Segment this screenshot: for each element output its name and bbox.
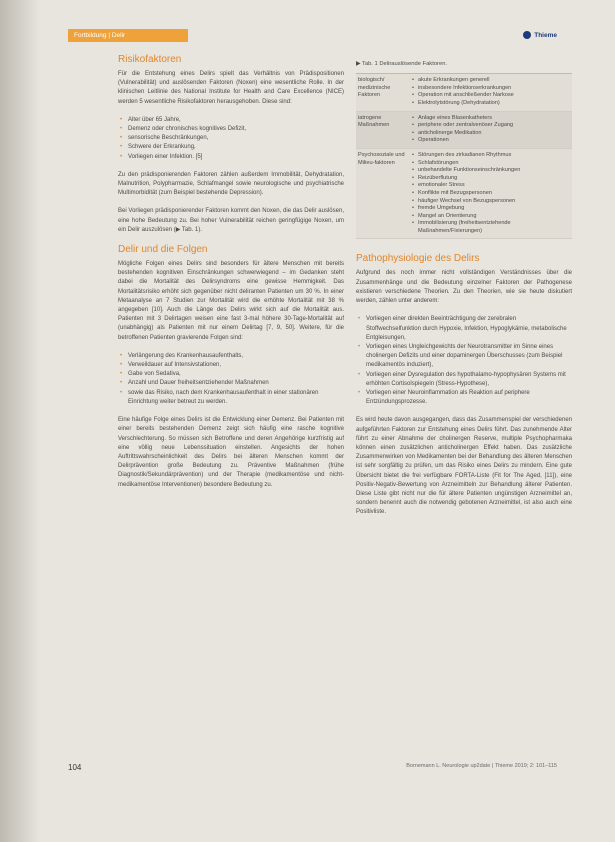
heading-delir-consequences: Delir und die Folgen bbox=[118, 244, 208, 256]
paragraph: Zu den prädisponierenden Faktoren zählen außerdem Immobilität, Dehydratation, Malnutrition, Polypharmazie, Schlafmangel sowie neurologische und psychiatrische Multimorbidität (zum Beispiel bestehende Depression). bbox=[118, 171, 344, 197]
list-item: • emotionaler Stress bbox=[418, 182, 572, 190]
logo-mark-icon bbox=[523, 31, 531, 39]
list-item: • Störungen des zirkadianen Rhythmus bbox=[418, 152, 572, 160]
table-row bbox=[356, 112, 572, 149]
table-cell bbox=[410, 77, 572, 107]
page-binding-shadow bbox=[0, 0, 40, 842]
list-item: • häufiger Wechsel von Bezugspersonen bbox=[418, 198, 572, 206]
table-row-header: biologisch/ medizinische Faktoren bbox=[358, 77, 391, 99]
list-item: • insbesondere Infektionserkrankungen bbox=[418, 85, 572, 93]
table-cell bbox=[410, 152, 572, 236]
list-item: • anticholinerge Medikation bbox=[418, 130, 572, 138]
list-item: • Vorliegen einer Neuroinflammation als Reaktion auf periphere Entzündungsprozesse. bbox=[366, 389, 572, 407]
list-item: • Schwere der Erkrankung, bbox=[128, 143, 344, 152]
table-row bbox=[356, 149, 572, 240]
list-item: • Operation mit anschließender Narkose bbox=[418, 92, 572, 100]
list-item: • sowie das Risiko, nach dem Krankenhausaufenthalt in einer stationären Einrichtung weiter betreut zu werden. bbox=[128, 389, 344, 407]
section-header-bar bbox=[68, 29, 188, 42]
paragraph: Es wird heute davon ausgegangen, dass das Zusammenspiel der verschiedenen aufgeführten Faktoren zur Entstehung eines Delirs führt. Das zunehmende Alter führt zu einer Abnahme der cholinergen Reserve, multiple Psychopharmaka können einen zusätzlichen anticholinergen Effekt haben. Das zusätzliche Zusammenwirken von Medikamenten bei der Behandlung des älteren Menschen ist sehr sorgfältig zu prüfen, um das Risiko eines Delirs zu mindern. Eine gute Übersicht bietet die frei verfügbare FORTA-Liste (Fit for The Aged, [11]), eine Positiv-Negativ-Bewertung von Arzneimitteln zur Behandlung älterer Patienten. Diese Liste gibt nicht nur die für ältere Patienten ungünstigen Arzneimittel an, sondern benennt auch die notwendig gebotenen Arzneimittel, ist also auch eine Positivliste. bbox=[356, 417, 572, 516]
table-row bbox=[356, 74, 572, 111]
heading-risk-factors: Risikofaktoren bbox=[118, 54, 182, 65]
list-item: • Demenz oder chronisches kognitives Defizit, bbox=[128, 125, 344, 134]
list-item: • Vorliegen einer direkten Beeinträchtigung der zerebralen Stoffwechselfunktion durch Hypoxie, Infektion, Hypoglykämie, metabolische Entgleisungen, bbox=[366, 315, 572, 343]
list-item: • Reizüberflutung bbox=[418, 175, 572, 183]
list-item: • unbehandelte Funktionseinschränkungen bbox=[418, 167, 572, 175]
list-item: • Alter über 65 Jahre, bbox=[128, 116, 344, 125]
table-row-header: iatrogene Maßnahmen bbox=[358, 114, 390, 129]
consequences-list bbox=[118, 352, 344, 407]
list-item: • Schlafstörungen bbox=[418, 160, 572, 168]
logo-text: Thieme bbox=[534, 31, 557, 39]
footer-citation: Bornemann L. Neurologie up2date | Thieme 2019; 2: 101–115 bbox=[406, 763, 557, 769]
list-item: • Immobilisierung (freiheitsentziehende Maßnahmen/Fixierungen) bbox=[418, 220, 572, 235]
list-item: • periphere oder zentralvenöser Zugang bbox=[418, 122, 572, 130]
left-column bbox=[118, 52, 344, 499]
paragraph: Aufgrund des noch immer nicht vollständigen Verständnisses über die Zusammenhänge und die Bedeutung einzelner Faktoren der Pathogenese existieren verschiedene Theorien. Zu den Theorien, wie sie heute diskutiert werden, zählen unter anderem: bbox=[356, 270, 572, 305]
list-item: • fremde Umgebung bbox=[418, 205, 572, 213]
list-item: • Mangel an Orientierung bbox=[418, 213, 572, 221]
table-title: ▶ Tab. 1 Delirauslösende Faktoren. bbox=[356, 61, 448, 67]
publisher-logo bbox=[523, 29, 557, 41]
heading-pathophysiology: Pathophysiologie des Delirs bbox=[356, 253, 480, 265]
theories-list bbox=[356, 315, 572, 407]
list-item: • akute Erkrankungen generell bbox=[418, 77, 572, 85]
list-item: • Vorliegen eines Ungleichgewichts der Neurotransmitter im Sinne eines cholinergen Defizits und einer dopaminergen Überschusses (zum Beispiel medikamentös induziert), bbox=[366, 343, 572, 371]
list-item: • Vorliegen einer Dysregulation des hypothalamo-hypophysären Systems mit erhöhten Cortisolspiegeln (Stress-Hypothese), bbox=[366, 371, 572, 389]
list-item: • Verweildauer auf Intensivstationen, bbox=[128, 361, 344, 370]
section-label: Fortbildung | Delir bbox=[74, 32, 126, 39]
list-item: • Operationen bbox=[418, 137, 572, 145]
paragraph: Eine häufige Folge eines Delirs ist die Entwicklung einer Demenz. Bei Patienten mit einer bereits bestehenden Demenz zeigt sich häufig eine rasche kognitive Verschlechterung. So müssen sich Betroffene und deren Angehörige kurzfristig auf eine völlig neue Lebenssituation einstellen. Angesichts der hohen Auftrittswahrscheinlichkeit des Delirs bei älteren Menschen kommt der Delirprävention große Bedeutung zu. Präventive Maßnahmen (frühe Diagnostik/Sekundärprävention) und der Therapie (medikamentöse und nicht-medikamentöse Interventionen) besondere Bedeutung zu. bbox=[118, 417, 344, 488]
list-item: • Gabe von Sedativa, bbox=[128, 370, 344, 379]
page-number: 104 bbox=[68, 763, 82, 772]
table-cell bbox=[410, 115, 572, 145]
list-item: • Anlage eines Blasenkatheters bbox=[418, 115, 572, 123]
paragraph: Mögliche Folgen eines Delirs sind besonders für ältere Menschen mit bereits bestehenden kognitiven Einschränkungen schwerwiegend – im Gedanken steht dabei die Mortalität des Delirsyndroms eine gewisse Hemmigkeit. Das Mortalitätsrisiko erhöht sich gegenüber nicht deliranten Patienten um 30 %. In einer Metaanalyse an 7 Studien zur Mortalität wird die erhöhte Mortalität mit 38 % angegeben [10]. Auch die Länge des Delirs wirkt sich auf die Mortalität aus. Patienten mit 3 Delirtagen weisen eine fast 3-mal höhere 30-Tage-Mortalität auf (unabhängig) als Patienten mit nur einem Delirtag [7, 9, 50]. Weitere, für die betroffenen Patienten gravierende Folgen sind: bbox=[118, 261, 344, 341]
list-item: • sensorische Beschränkungen, bbox=[128, 134, 344, 143]
table-row-header: Psychosoziale und Milieu-faktoren bbox=[358, 151, 405, 166]
delir-factors-table bbox=[356, 73, 572, 239]
risk-factor-list bbox=[118, 116, 344, 162]
list-item: • Konflikte mit Bezugspersonen bbox=[418, 190, 572, 198]
paragraph: Bei Vorliegen prädisponierender Faktoren kommt den Noxen, die das Delir auslösen, eine hohe Bedeutung zu. Bei hoher Vulnerabilität reichen geringfügige Noxen, um ein Delir auszulösen (▶ Tab. 1). bbox=[118, 208, 344, 233]
list-item: • Elektrolytstörung (Dehydratation) bbox=[418, 100, 572, 108]
list-item: • Verlängerung des Krankenhausaufenthalts, bbox=[128, 352, 344, 361]
paragraph: Für die Entstehung eines Delirs spielt das Verhältnis von Prädispositionen (Vulnerabilität) und auslösenden Faktoren (Noxen) eine wesentliche Rolle. In der klinischen Leitlinie des National Institute for Health and Care Excellence (NICE) werden 5 wesentliche Risikofaktoren herausgehoben. Diese sind: bbox=[118, 71, 344, 105]
list-item: • Anzahl und Dauer freiheitsentziehender Maßnahmen bbox=[128, 379, 344, 388]
list-item: • Vorliegen einer Infektion. [5] bbox=[128, 153, 344, 162]
right-column bbox=[356, 52, 572, 527]
